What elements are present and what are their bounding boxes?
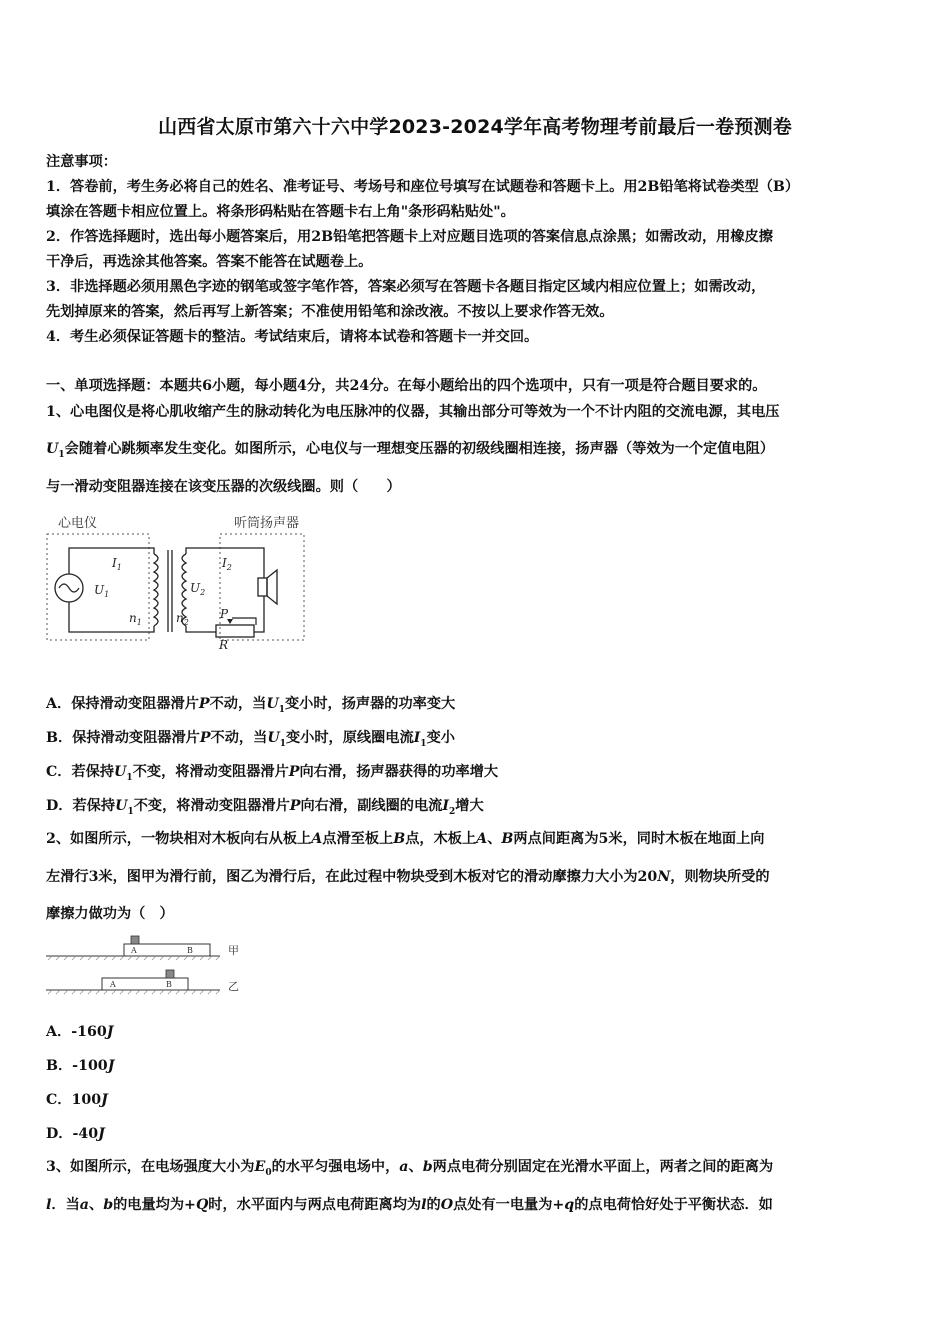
circuit-diagram bbox=[44, 510, 314, 650]
svg-text:I1: $I_1$ bbox=[112, 556, 122, 572]
q3-line-1: 3、如图所示，在电场强度大小为$E_0$的水平匀强电场中，a、b两点电荷分别固定在光滑水平面上，两者之间的距离为 bbox=[46, 1159, 774, 1178]
notice-heading: 注意事项： bbox=[46, 154, 117, 170]
circuit-label-ecg: 心电仪 bbox=[58, 516, 98, 531]
notice-line-6: 先划掉原来的答案，然后再写上新答案；不准使用铅笔和涂改液。不按以上要求作答无效。 bbox=[46, 304, 614, 320]
q2-line-2: 左滑行3米，图甲为滑行前，图乙为滑行后，在此过程中物块受到木板对它的滑动摩擦力大小为20N，则物块所受的 bbox=[46, 869, 770, 885]
q1-option-b[interactable]: B．保持滑动变阻器滑片P不动，当$U_1$变小时，原线圈电流$I_1$变小 bbox=[46, 730, 455, 749]
primary-coil-icon bbox=[154, 554, 158, 626]
board-diagram bbox=[44, 932, 244, 1000]
notice-line-2: 填涂在答题卡相应位置上。将条形码粘贴在答题卡右上角"条形码粘贴处"。 bbox=[46, 204, 515, 220]
svg-text:n1: $n_1$ bbox=[129, 611, 142, 627]
page-title: 山西省太原市第六十六中学2023-2024学年高考物理考前最后一卷预测卷 bbox=[158, 116, 792, 138]
svg-text:B: B bbox=[187, 946, 193, 955]
q2-option-b[interactable]: B．-100J bbox=[46, 1058, 115, 1074]
svg-text:U2: $U_2$ bbox=[190, 581, 206, 597]
svg-text:n2: $n_2$ bbox=[176, 611, 189, 627]
svg-text:A: A bbox=[110, 980, 116, 989]
q2-line-3: 摩擦力做功为（ ） bbox=[46, 906, 174, 922]
svg-text:A: A bbox=[131, 946, 137, 955]
q1-option-c[interactable]: C．若保持$U_1$不变，将滑动变阻器滑片P向右滑，扬声器获得的功率增大 bbox=[46, 764, 499, 783]
q2-option-a[interactable]: A．-160J bbox=[46, 1024, 114, 1040]
q2-option-d[interactable]: D．-40J bbox=[46, 1126, 105, 1142]
board-before bbox=[124, 944, 210, 956]
q1-line-3: 与一滑动变阻器连接在该变压器的次级线圈。则（ ） bbox=[46, 479, 401, 495]
notice-line-4: 干净后，再选涂其他答案。答案不能答在试题卷上。 bbox=[46, 254, 373, 270]
block-before bbox=[131, 936, 139, 944]
svg-text:B: B bbox=[166, 980, 172, 989]
rheostat-icon bbox=[216, 625, 254, 637]
notice-line-7: 4．考生必须保证答题卡的整洁。考试结束后，请将本试卷和答题卡一并交回。 bbox=[46, 329, 539, 345]
notice-line-5: 3．非选择题必须用黑色字迹的钢笔或签字笔作答，答案必须写在答题卡各题目指定区域内相应位置上；如需改动， bbox=[46, 279, 766, 295]
speaker-icon bbox=[258, 578, 267, 596]
q1-option-d[interactable]: D．若保持$U_1$不变，将滑动变阻器滑片P向右滑，副线圈的电流$I_2$增大 bbox=[46, 798, 484, 817]
svg-text:U1: $U_1$ bbox=[94, 583, 110, 599]
q1-option-a[interactable]: A．保持滑动变阻器滑片P不动，当$U_1$变小时，扬声器的功率变大 bbox=[46, 696, 456, 715]
q1-u1-sub: 1 bbox=[58, 449, 65, 460]
block-after bbox=[166, 970, 174, 978]
svg-text:I2: $I_2$ bbox=[222, 556, 232, 572]
circuit-label-speaker: 听筒扬声器 bbox=[234, 516, 300, 531]
q2-option-c[interactable]: C．100J bbox=[46, 1092, 108, 1108]
svg-text:P: P bbox=[220, 607, 229, 621]
q1-line-2-text: 会随着心跳频率发生变化。如图所示，心电仪与一理想变压器的初级线圈相连接，扬声器（等效为一个定值电阻） bbox=[64, 441, 775, 457]
section-heading: 一、单项选择题：本题共6小题，每小题4分，共24分。在每小题给出的四个选项中，只有一项是符合题目要求的。 bbox=[46, 378, 767, 394]
label-jia: 甲 bbox=[228, 944, 239, 957]
q2-line-1: 2、如图所示，一物块相对木板向右从板上A点滑至板上B点，木板上A、B两点间距离为5米，同时木板在地面上向 bbox=[46, 831, 765, 847]
q1-line-1: 1、心电图仪是将心肌收缩产生的脉动转化为电压脉冲的仪器，其输出部分可等效为一个不计内阻的交流电源，其电压 bbox=[46, 404, 780, 420]
svg-text:R: R bbox=[219, 638, 229, 650]
speaker-box bbox=[220, 534, 304, 640]
notice-line-3: 2．作答选择题时，选出每小题答案后，用2B铅笔把答题卡上对应题目选项的答案信息点涂黑；如需改动，用橡皮擦 bbox=[46, 229, 773, 245]
label-yi: 乙 bbox=[228, 980, 239, 993]
q1-line-2 bbox=[46, 439, 906, 465]
notice-line-1: 1．答卷前，考生务必将自己的姓名、准考证号、考场号和座位号填写在试题卷和答题卡上。用2B铅笔将试卷类型（B） bbox=[46, 179, 800, 195]
q1-u1-var: U bbox=[46, 441, 59, 457]
q3-line-2: l．当a、b的电量均为+Q时，水平面内与两点电荷距离均为l的O点处有一电量为+q的点电荷恰好处于平衡状态．如 bbox=[46, 1197, 773, 1213]
